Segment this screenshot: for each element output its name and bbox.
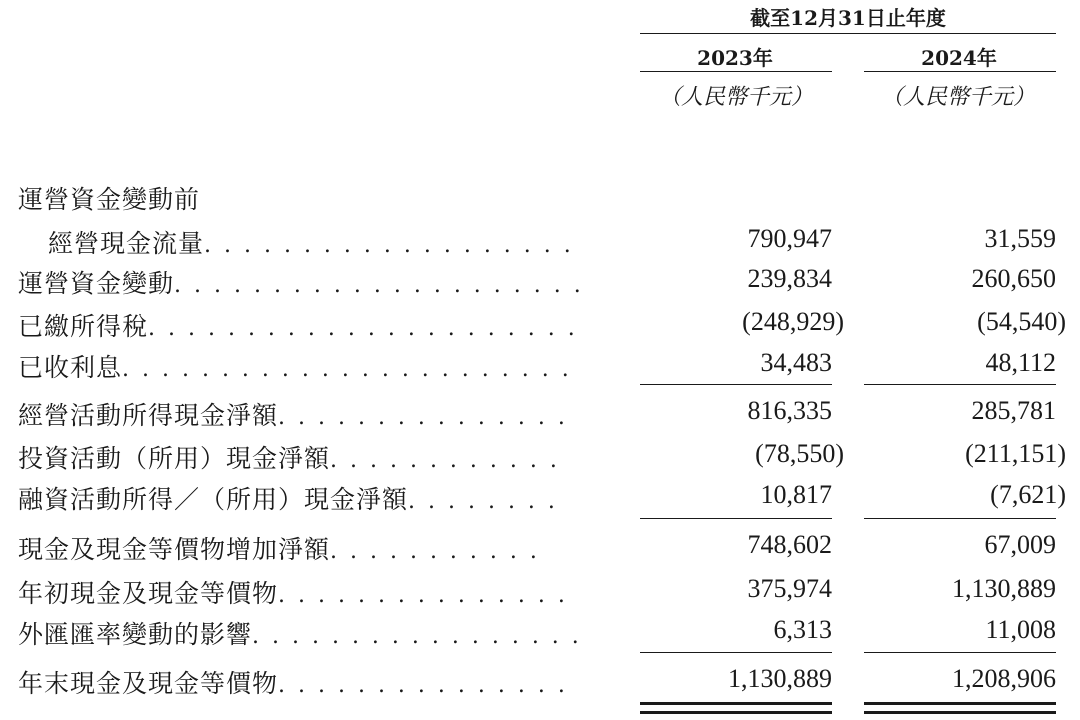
value-2023: 375,974: [747, 574, 832, 603]
row-label-text: 經營活動所得現金淨額: [18, 401, 279, 430]
value-2023: 34,483: [760, 348, 832, 377]
row-label-text: 融資活動所得／（所用）現金淨額: [18, 485, 409, 514]
leader-dots: . . . . . . . . . . .: [330, 539, 540, 564]
subtotal-rule-2024: [864, 384, 1056, 385]
row-label: [18, 480, 558, 516]
row-label-text: 外匯匯率變動的影響: [18, 620, 253, 649]
value-2024: 260,650: [971, 264, 1056, 293]
value-2024: 67,009: [984, 530, 1056, 559]
value-2024: 1,208,906: [952, 664, 1056, 693]
row-label: [18, 439, 560, 475]
period-rule: [640, 33, 1056, 34]
leader-dots: . . . . . . . . . . . . . . . . . . . . .: [174, 273, 584, 298]
row-label-text: 已繳所得稅: [18, 312, 149, 341]
row-label-text: 年初現金及現金等價物: [18, 579, 279, 608]
row-label-text: 經營現金流量: [48, 229, 205, 258]
value-2023: 1,130,889: [728, 664, 832, 693]
total-double-rule-2023: [640, 702, 832, 714]
row-label: [48, 224, 574, 260]
year-2023-rule: [640, 71, 832, 72]
value-2024: (54,540): [977, 307, 1066, 336]
value-2023: 6,313: [773, 615, 832, 644]
year-2023-header: 2023年: [697, 46, 773, 70]
value-2023: (78,550): [755, 439, 844, 468]
row-label-text: 投資活動（所用）現金淨額: [18, 444, 331, 473]
value-2023: 748,602: [747, 530, 832, 559]
unit-2023: （人民幣千元）: [658, 85, 813, 110]
row-label: [18, 264, 584, 300]
row-label: [18, 530, 540, 566]
row-label: [18, 307, 578, 343]
value-2024: (7,621): [990, 480, 1066, 509]
leader-dots: . . . . . . . .: [408, 489, 558, 514]
period-header: 截至12月31日止年度: [750, 6, 946, 30]
value-2024: 11,008: [985, 615, 1056, 644]
value-2024: 285,781: [971, 396, 1056, 425]
subtotal-rule-2024: [864, 518, 1056, 519]
row-label: [18, 664, 568, 700]
row-label: [18, 396, 568, 432]
unit-2024: （人民幣千元）: [880, 85, 1035, 110]
year-2024-header: 2024年: [921, 46, 997, 70]
leader-dots: . . . . . . . . . . . . . . . . .: [252, 624, 582, 649]
value-2024: 1,130,889: [952, 574, 1056, 603]
leader-dots: . . . . . . . . . . . . . . .: [278, 583, 568, 608]
row-label-text: 年末現金及現金等價物: [18, 669, 279, 698]
row-label-text: 已收利息: [18, 353, 123, 382]
value-2023: 239,834: [747, 264, 832, 293]
leader-dots: . . . . . . . . . . . . . . . . . . .: [204, 233, 574, 258]
subtotal-rule-2023: [640, 384, 832, 385]
row-label-text: 現金及現金等價物增加淨額: [18, 535, 331, 564]
subtotal-rule-2024: [864, 652, 1056, 653]
subtotal-rule-2023: [640, 518, 832, 519]
total-double-rule-2024: [864, 702, 1056, 714]
leader-dots: . . . . . . . . . . . . . . . . . . . . . .: [148, 316, 578, 341]
row-label: 運營資金變動前: [18, 185, 201, 214]
value-2023: (248,929): [742, 307, 844, 336]
value-2023: 790,947: [747, 224, 832, 253]
row-label: [18, 574, 568, 610]
leader-dots: . . . . . . . . . . . . . . .: [278, 405, 568, 430]
value-2024: 48,112: [985, 348, 1056, 377]
row-label: [18, 615, 582, 651]
row-label: [18, 348, 572, 384]
value-2024: (211,151): [965, 439, 1066, 468]
leader-dots: . . . . . . . . . . . . . . .: [278, 673, 568, 698]
subtotal-rule-2023: [640, 652, 832, 653]
value-2024: 31,559: [984, 224, 1056, 253]
leader-dots: . . . . . . . . . . . . . . . . . . . . . . .: [122, 357, 572, 382]
year-2024-rule: [864, 71, 1056, 72]
value-2023: 816,335: [747, 396, 832, 425]
value-2023: 10,817: [760, 480, 832, 509]
row-label-text: 運營資金變動: [18, 269, 175, 298]
leader-dots: . . . . . . . . . . . .: [330, 448, 560, 473]
